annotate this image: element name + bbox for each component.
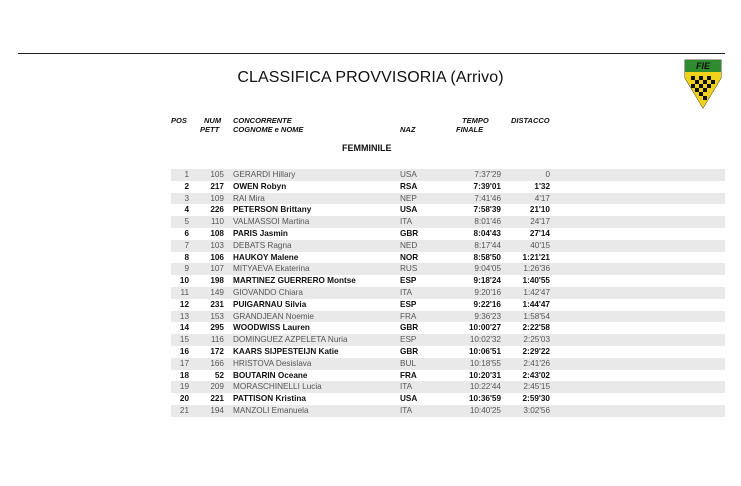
table-row (171, 322, 725, 334)
position-cell: 17 (179, 358, 189, 368)
position-cell: 5 (184, 217, 189, 227)
athlete-name-cell: RAI Mira (233, 193, 265, 203)
table-row (171, 204, 725, 216)
gap-cell: 1:44'47 (522, 299, 550, 309)
gap-cell: 1:58'54 (523, 311, 550, 321)
final-time-cell: 8:01'46 (474, 217, 501, 227)
final-time-cell: 10:20'31 (469, 370, 501, 380)
bib-number-cell: 226 (210, 205, 224, 215)
federation-logo-icon (683, 58, 723, 110)
final-time-cell: 9:36'23 (474, 311, 501, 321)
gap-cell: 1:26'36 (523, 264, 550, 274)
final-time-cell: 10:18'55 (469, 358, 501, 368)
table-row (171, 358, 725, 370)
position-cell: 20 (179, 394, 189, 404)
nation-cell: USA (400, 394, 418, 404)
nation-cell: GBR (400, 323, 419, 333)
bib-number-cell: 198 (210, 276, 224, 286)
header-naz: NAZ (400, 125, 416, 134)
bib-number-cell: 108 (210, 228, 224, 238)
gap-cell: 40'15 (530, 240, 550, 250)
bib-number-cell: 194 (210, 405, 224, 415)
gap-cell: 1:40'55 (522, 276, 550, 286)
final-time-cell: 9:22'16 (473, 299, 501, 309)
table-row (171, 228, 725, 240)
logo-text: FIE (695, 61, 711, 71)
gap-cell: 24'17 (530, 217, 550, 227)
position-cell: 6 (184, 228, 189, 238)
nation-cell: ITA (400, 287, 413, 297)
header-pos: POS (171, 116, 187, 125)
nation-cell: USA (400, 205, 418, 215)
bib-number-cell: 295 (210, 323, 224, 333)
final-time-cell: 10:00'27 (469, 323, 501, 333)
bib-number-cell: 110 (210, 217, 224, 227)
athlete-name-cell: HAUKOY Malene (233, 252, 299, 262)
header-finale: FINALE (456, 125, 484, 134)
final-time-cell: 10:02'32 (469, 335, 501, 345)
athlete-name-cell: PUIGARNAU Silvia (233, 299, 307, 309)
table-row (171, 169, 725, 181)
final-time-cell: 10:06'51 (469, 346, 501, 356)
bib-number-cell: 209 (210, 382, 224, 392)
nation-cell: USA (400, 170, 417, 179)
bib-number-cell: 52 (214, 370, 224, 380)
gap-cell: 2:59'30 (522, 394, 550, 404)
nation-cell: ITA (400, 382, 413, 392)
nation-cell: GBR (400, 346, 419, 356)
position-cell: 11 (180, 287, 189, 297)
table-row (171, 334, 725, 346)
final-time-cell: 10:40'25 (469, 405, 501, 415)
athlete-name-cell: HRISTOVA Desislava (233, 358, 312, 368)
position-cell: 9 (184, 264, 189, 274)
final-time-cell: 7:37'29 (474, 170, 501, 179)
athlete-name-cell: WOODWISS Lauren (233, 323, 310, 333)
position-cell: 3 (184, 193, 189, 203)
nation-cell: BUL (400, 358, 416, 368)
athlete-name-cell: MITYAEVA Ekaterina (233, 264, 310, 274)
athlete-name-cell: PATTISON Kristina (233, 394, 306, 404)
position-cell: 19 (179, 382, 189, 392)
bib-number-cell: 231 (210, 299, 224, 309)
gap-cell: 2:45'15 (523, 382, 550, 392)
final-time-cell: 10:36'59 (469, 394, 501, 404)
gap-cell: 0 (545, 170, 550, 179)
athlete-name-cell: DEBATS Ragna (233, 240, 292, 250)
bib-number-cell: 105 (210, 170, 224, 179)
table-row (171, 181, 725, 193)
bib-number-cell: 221 (210, 394, 224, 404)
nation-cell: NED (400, 240, 418, 250)
nation-cell: ESP (400, 276, 417, 286)
gap-cell: 2:41'26 (523, 358, 550, 368)
gap-cell: 2:25'03 (523, 335, 550, 345)
bib-number-cell: 172 (210, 346, 224, 356)
nation-cell: RUS (400, 264, 418, 274)
bib-number-cell: 166 (210, 358, 224, 368)
table-row (171, 370, 725, 382)
gap-cell: 4'17 (534, 193, 550, 203)
gap-cell: 1'32 (534, 181, 550, 191)
table-row (171, 287, 725, 299)
gap-cell: 2:22'58 (522, 323, 550, 333)
position-cell: 12 (179, 299, 189, 309)
table-row (171, 311, 725, 323)
bib-number-cell: 116 (210, 335, 224, 345)
position-cell: 2 (184, 181, 189, 191)
table-row (171, 240, 725, 252)
nation-cell: NOR (400, 252, 419, 262)
athlete-name-cell: MORASCHINELLI Lucia (233, 382, 322, 392)
nation-cell: NEP (400, 193, 417, 203)
athlete-name-cell: PARIS Jasmin (233, 228, 288, 238)
header-distacco: DISTACCO (511, 116, 550, 125)
nation-cell: RSA (400, 181, 418, 191)
table-row (171, 299, 725, 311)
position-cell: 13 (179, 311, 189, 321)
final-time-cell: 8:58'50 (473, 252, 501, 262)
gap-cell: 27'14 (529, 228, 550, 238)
gap-cell: 2:29'22 (522, 346, 550, 356)
athlete-name-cell: MARTINEZ GUERRERO Montse (233, 276, 356, 286)
position-cell: 8 (184, 252, 189, 262)
gap-cell: 1:42'47 (523, 287, 550, 297)
final-time-cell: 8:17'44 (474, 240, 501, 250)
header-pett: PETT (200, 125, 220, 134)
results-table (171, 169, 725, 417)
athlete-name-cell: GRANDJEAN Noemie (233, 311, 314, 321)
gap-cell: 3:02'56 (523, 405, 550, 415)
nation-cell: ITA (400, 217, 413, 227)
final-time-cell: 7:41'46 (474, 193, 501, 203)
table-row (171, 193, 725, 205)
bib-number-cell: 149 (210, 287, 224, 297)
position-cell: 21 (179, 405, 189, 415)
bib-number-cell: 103 (210, 240, 224, 250)
athlete-name-cell: KAARS SIJPESTEIJN Katie (233, 346, 339, 356)
final-time-cell: 9:18'24 (473, 276, 501, 286)
table-row (171, 393, 725, 405)
position-cell: 15 (179, 335, 189, 345)
position-cell: 18 (179, 370, 189, 380)
gap-cell: 21'10 (529, 205, 550, 215)
table-row (171, 263, 725, 275)
table-row (171, 275, 725, 287)
bib-number-cell: 217 (210, 181, 224, 191)
final-time-cell: 7:39'01 (473, 181, 501, 191)
nation-cell: FRA (400, 311, 417, 321)
final-time-cell: 9:04'05 (474, 264, 501, 274)
gap-cell: 1:21'21 (522, 252, 550, 262)
final-time-cell: 10:22'44 (469, 382, 501, 392)
nation-cell: ITA (400, 405, 413, 415)
athlete-name-cell: DOMINGUEZ AZPELETA Nuria (233, 335, 348, 345)
table-row (171, 346, 725, 358)
position-cell: 4 (184, 205, 189, 215)
athlete-name-cell: GIOVANDO Chiara (233, 287, 303, 297)
athlete-name-cell: BOUTARIN Oceane (233, 370, 308, 380)
final-time-cell: 7:58'39 (473, 205, 501, 215)
gap-cell: 2:43'02 (522, 370, 550, 380)
table-row (171, 381, 725, 393)
nation-cell: ESP (400, 335, 417, 345)
table-row (171, 252, 725, 264)
athlete-name-cell: VALMASSOI Martina (233, 217, 310, 227)
bib-number-cell: 106 (210, 252, 224, 262)
bib-number-cell: 153 (210, 311, 224, 321)
athlete-name-cell: GERARDI Hillary (233, 170, 296, 179)
position-cell: 1 (184, 170, 189, 179)
final-time-cell: 9:20'16 (474, 287, 501, 297)
athlete-name-cell: OWEN Robyn (233, 181, 287, 191)
position-cell: 10 (179, 276, 189, 286)
header-tempo: TEMPO (462, 116, 489, 125)
bib-number-cell: 107 (210, 264, 224, 274)
top-rule (18, 53, 725, 54)
table-row (171, 216, 725, 228)
section-title: FEMMINILE (342, 143, 392, 153)
nation-cell: GBR (400, 228, 419, 238)
nation-cell: FRA (400, 370, 417, 380)
position-cell: 16 (179, 346, 189, 356)
header-cognome-nome: COGNOME e NOME (233, 125, 304, 134)
bib-number-cell: 109 (210, 193, 224, 203)
header-num: NUM (204, 116, 222, 125)
athlete-name-cell: MANZOLI Emanuela (233, 405, 309, 415)
nation-cell: ESP (400, 299, 417, 309)
position-cell: 14 (179, 323, 189, 333)
table-row (171, 405, 725, 417)
header-concorrente: CONCORRENTE (233, 116, 292, 125)
position-cell: 7 (184, 240, 189, 250)
page-title: CLASSIFICA PROVVISORIA (Arrivo) (237, 69, 504, 86)
athlete-name-cell: PETERSON Brittany (233, 205, 312, 215)
final-time-cell: 8:04'43 (473, 228, 501, 238)
